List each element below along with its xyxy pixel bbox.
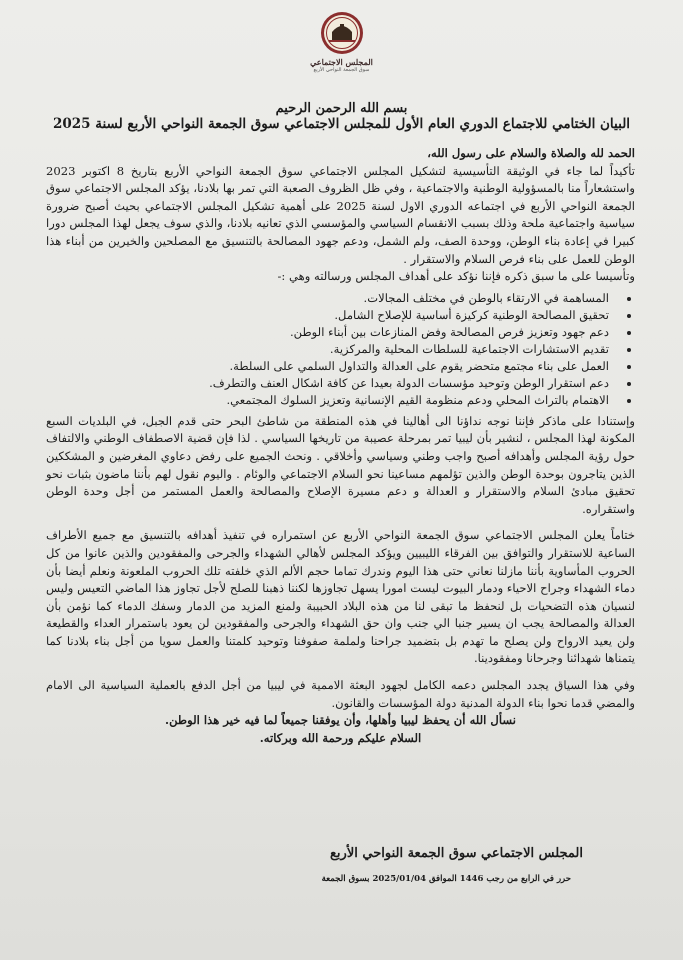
paragraph-goals-intro: وتأسيسا على ما سبق ذكره فإننا نؤكد على أهداف المجلس ورسالته وهي :- <box>277 269 635 284</box>
goal-item: المساهمة في الارتقاء بالوطن في مختلف المجالات. <box>46 290 609 307</box>
goal-item: العمل على بناء مجتمع متحضر يقوم على العدالة والتداول السلمي على السلطة. <box>46 358 609 375</box>
council-logo <box>302 10 382 73</box>
paragraph-un-support: وفي هذا السياق يجدد المجلس دعمه الكامل لجهود البعثة الاممية في ليبيا من أجل الدفع بالعملية السياسية الى الامام والمضي قدما نحوا بناء الدولة المدنية دولة المؤسسات والقانون. <box>46 678 635 710</box>
closing-prayer: نسأل الله أن يحفظ ليبيا وأهلها، وأن يوفقنا جميعاً لما فيه خير هذا الوطن. <box>165 713 516 728</box>
emblem-icon <box>319 10 365 56</box>
closing-salam: السلام عليكم ورحمة الله وبركاته. <box>259 730 422 745</box>
basmala: بسم الله الرحمن الرحيم <box>275 101 408 116</box>
logo-title: المجلس الاجتماعي <box>310 57 373 67</box>
goals-list <box>46 290 635 409</box>
goal-item: الاهتمام بالتراث المحلي ودعم منظومة القيم الإنسانية وتعزيز السلوك المجتمعي. <box>46 392 609 409</box>
goal-item: تقديم الاستشارات الاجتماعية للسلطات المحلية والمركزية. <box>46 341 609 358</box>
paragraph-conclusion: ختاماً يعلن المجلس الاجتماعي سوق الجمعة النواحي الأربع عن استمراره في تنفيذ أهدافه بالتنسيق مع جميع الأطراف الساعية للاستقرار والتوافق بين الفرقاء الليبيين ويؤكد المجلس لأهالي الشهداء والجرحى والمفقودين والذين عانوا من كل الحروب المأساوية بأننا مازلنا نعاني حتى هذا اليوم وندرك تماما حجم الألم الذي خلفته تلك الحروب الملعونة ونعلم أيضا بأن دماء الشهداء وجراح الاحياء ودمار البيوت ليست امورا يسهل تجاوزها لكننا ذهبنا للصلح لأجل تجاوز هذا الماضي التعيس وليس لنسيان هذه التضحيات بل لنحفظ ما تبقى لنا من هذه البلاد الحبيبة ولمنع المزيد من الدمار وسفك الدماء كما نؤمن بأن العدالة والمصالحة يجب ان يسير جنبا الي جنب وان حق الشهداء والجرحى والمفقودين لن يعود باستمرار العداء والقطيعة ولن يعيد الارواح ولن يصلح ما تهدم بل بتضميد جراحنا ولملمة صفوفنا وتوحيد كلمتنا والعمل سويا من أجل بناء بلادنا كما يتمناها شهدائنا وجرحانا ومفقودينا. <box>46 528 635 666</box>
paragraph-intro: تأكيداً لما جاء في الوثيقة التأسيسية لتشكيل المجلس الاجتماعي سوق الجمعة النواحي الأربع بتاريخ 8 اكتوبر 2023 واستشعاراً منا بالمسؤولية الوطنية والاجتماعية ، وفي ظل الظروف الصعبة التي تمر بها بلادنا، يؤكد المجلس الاجتماعي سوق الجمعة النواحي الأربع في اجتماعه الدوري الاول لسنة 2025 على أهمية تشكيل المجلس الاجتماعي بحيث أصبح ضرورة سياسية واجتماعية ملحة وذلك بسبب الانقسام السياسي والمؤسسي الذي تعانيه بلادنا، والذي سوف يجعل لهذا المجلس دورا كبيرا في إعادة بناء الوطن، ووحدة الصف، ولم الشمل، ودعم جهود المصالحة بالتنسيق مع المصلحين والخيرين من أبناء هذا الوطن للعمل على بناء فرص السلام والاستقرار . <box>46 163 636 266</box>
logo-subtitle: سوق الجمعة النواحي الأربع <box>313 67 370 73</box>
statement-body <box>46 145 635 747</box>
date-line: حرر في الرابع من رجب 1446 الموافق 2025/01/04 بسوق الجمعة <box>321 874 571 884</box>
greeting: الحمد لله والصلاة والسلام على رسول الله، <box>427 146 635 160</box>
goal-item: دعم استقرار الوطن وتوحيد مؤسسات الدولة بعيدا عن كافة اشكال العنف والتطرف. <box>46 375 609 392</box>
goal-item: دعم جهود وتعزيز فرص المصالحة وفض المنازعات بين أبناء الوطن. <box>46 324 609 341</box>
statement-title: البيان الختامي للاجتماع الدوري العام الأول للمجلس الاجتماعي سوق الجمعة النواحي الأربع لسنة 2025 <box>52 116 631 132</box>
signature: المجلس الاجتماعي سوق الجمعة النواحي الأربع <box>330 846 583 861</box>
paragraph-appeal: وإستنادا على ماذكر فإننا نوجه نداؤنا الى أهالينا في هذه المنطقة من شاطئ البحر حتى قدم الجبل، في البلديات السبع المكونة لهذا المجلس ، لنشير بأن ليبيا تمر بمرحلة عصيبة من تاريخها السياسي . لذا فإن قضية الاصطفاف الوطني والالتفاف حول رؤية المجلس وأهدافه أصبح واجب وطني وسياسي وأخلاقي . ونحث الجميع على رفض دعاوي المغرضين و المشككين الذين يتاجرون بوحدة الوطن والذين تؤلمهم مساعينا نحو السلام الاجتماعي والوئام . واليوم نقول لهم بأننا ماضون بثبات نحو تحقيق مبادئ السلام والاستقرار و العدالة و دعم مسيرة الإصلاح والمصالحة والعمل المستمر من أجل وحدة الوطن واستقراره. <box>46 413 635 516</box>
goal-item: تحقيق المصالحة الوطنية كركيزة أساسية للإصلاح الشامل. <box>46 307 609 324</box>
